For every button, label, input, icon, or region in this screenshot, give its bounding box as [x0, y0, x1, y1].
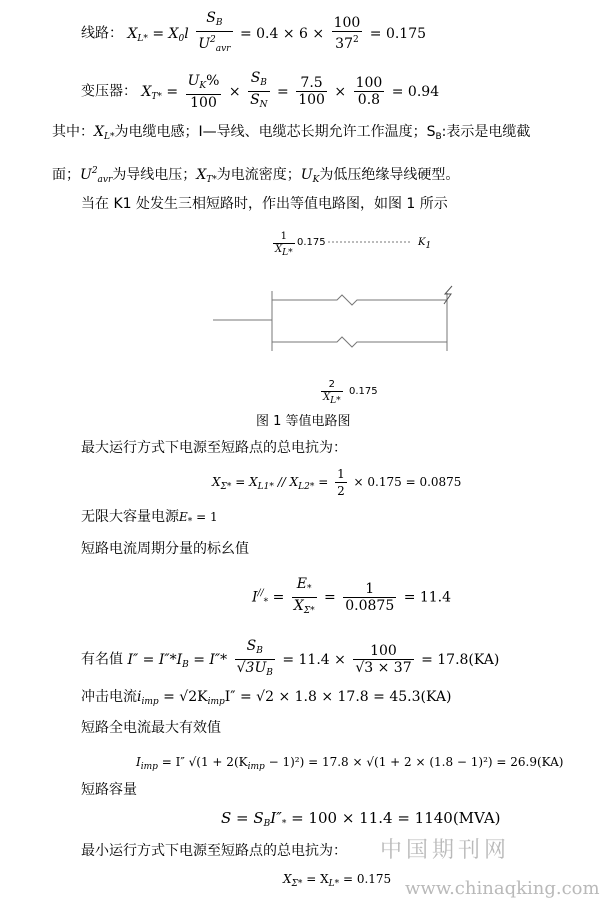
branch-lower-reactance: [272, 337, 447, 347]
impulse-current-formula: 冲击电流$i_{imp} = √2K_{imp}I'' = √2 \times 1.8 \times 17.8 = 45.3(KA)$: [81, 689, 452, 707]
periodic-component-title: 短路电流周期分量的标幺值: [81, 541, 249, 557]
rms-current-title: 短路全电流最大有效值: [81, 720, 221, 736]
node-k1-label: K1: [418, 237, 432, 251]
intro-paragraph: 当在 K1 处发生三相短路时，作出等值电路图，如图 1 所示: [81, 196, 448, 212]
bottom-branch-value: 0.175: [349, 386, 378, 397]
max-mode-title: 最大运行方式下电源至短路点的总电抗为：: [81, 440, 347, 456]
infinite-source-line: 无限大容量电源$E_* = 1$: [81, 509, 218, 527]
explanation-line-1: 其中：$X_{L*}$为电缆电感；I—导线、电缆芯长期允许工作温度；$S_B$:表示是电缆截: [52, 124, 531, 142]
watermark-url: www.chinaqking.com: [405, 878, 600, 899]
capacity-formula: $S = S_BI''_* = 100 \times 11.4 = 1140(MVA)$: [221, 809, 501, 829]
label-transformer: 变压器：: [81, 83, 137, 100]
fraction-sb-sn: $\frac{S_B}{S_N}$: [250, 70, 268, 110]
named-value-formula: 有名值 $I'' = I''*I_B = I''*$ $\frac{S_B}{√3U_B}$ = 11.4 × $\frac{100}{√3 \times 37}$ = 17.8(KA): [81, 638, 500, 678]
bottom-branch-label: $\frac{2}{XL*}$: [323, 379, 341, 406]
figure-caption: 图 1 等值电路图: [256, 414, 351, 429]
min-mode-title: 最小运行方式下电源至短路点的总电抗为：: [81, 843, 347, 859]
branch-upper-reactance: [272, 295, 447, 305]
watermark-cn: 中国期刊网: [380, 838, 511, 863]
fraction-100-37sq: $\frac{100}{37^2}$: [333, 15, 361, 52]
fraction-7.5-100: $\frac{7.5}{100}$: [298, 75, 325, 108]
max-reactance-formula: $X_{\Sigma*} = X_{L1*} // X_{L2*}$ = $\frac{1}{2}$ × 0.175 = 0.0875: [212, 467, 462, 498]
rms-current-formula: $I_{imp} = I''$ $√(1 + 2(K_{imp} - 1)^2) = 17.8 \times √(1 + 2 \times (1.8 - 1)^2) = 26.9(KA)$: [136, 755, 564, 772]
label-line: 线路：: [81, 25, 123, 42]
top-branch-value: 0.175: [297, 237, 326, 248]
fraction-100-0.8: $\frac{100}{0.8}$: [355, 75, 383, 108]
line-reactance-formula: 线路： $X_{L*} = X_0l$ $\frac{S_B}{U^2_{avr}}$ = 0.4 × 6 × $\frac{100}{37^2}$ = 0.175: [81, 10, 426, 57]
transformer-reactance-formula: 变压器： $X_{T*}$ = $\frac{U_K\%}{100}$ × $\frac{S_B}{S_N}$ = $\frac{7.5}{100}$ × $\frac{100}{0.8}$ = 0.94: [81, 70, 439, 113]
fault-bolt-icon: [444, 286, 452, 304]
periodic-component-formula: $I^{//}_*$ = $\frac{E_*}{X_{\Sigma*}}$ = $\frac{1}{0.0875}$ = 11.4: [252, 576, 452, 616]
fraction-uk-100: $\frac{U_K\%}{100}$: [187, 72, 220, 111]
capacity-title: 短路容量: [81, 782, 137, 798]
top-branch-label: $\frac{1}{XL*}$: [275, 231, 293, 258]
min-reactance-formula: $X_{\Sigma*} = X_{L*} = 0.175$: [283, 872, 392, 889]
explanation-line-2: 面；$U^2_{avr}$为导线电压；$X_{T*}$为电流密度；$U_K$为低压绝缘导线硬型。: [52, 166, 460, 185]
fraction-sb-uavr: $\frac{S_B}{U^2_{avr}}$: [198, 10, 231, 54]
